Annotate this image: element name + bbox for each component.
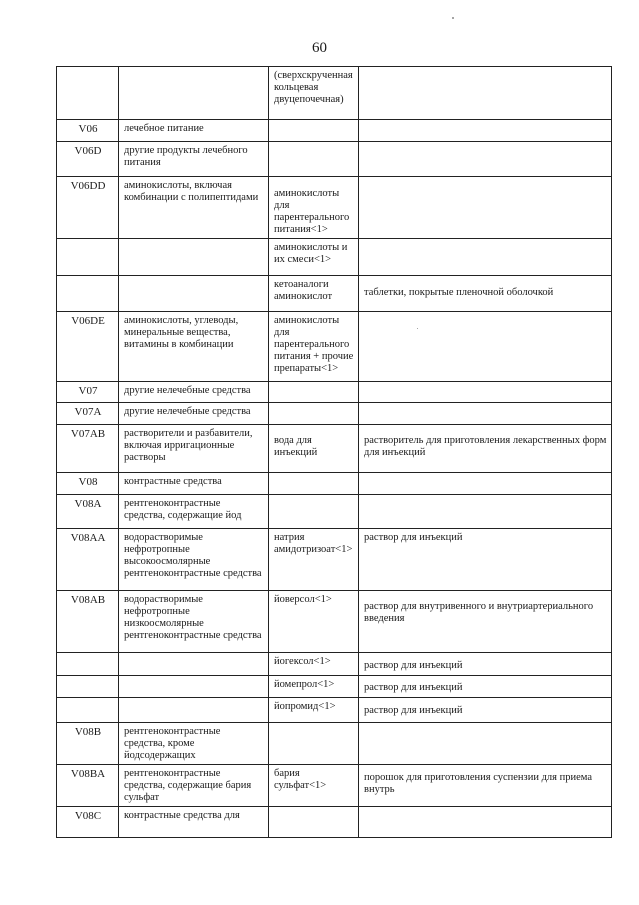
atc-code-cell: V08 — [57, 473, 119, 495]
anatomical-group-cell: растворители и разбавители, включая ирригационные растворы — [119, 425, 269, 473]
table-row — [57, 382, 612, 403]
atc-code-cell: V07A — [57, 403, 119, 425]
drug-name-text: аминокислоты для парентерального питания<1> — [274, 188, 350, 235]
dosage-form-cell — [359, 239, 612, 276]
anatomical-group-cell: аминокислоты, включая комбинации с полипептидами — [119, 177, 269, 239]
dosage-form-text: раствор для внутривенного и внутриартериального введения — [364, 601, 594, 624]
dosage-form-text: раствор для инъекций — [364, 705, 463, 716]
dosage-form-cell: раствор для инъекций — [359, 529, 612, 591]
atc-code-cell — [57, 698, 119, 723]
anatomical-group-cell — [119, 239, 269, 276]
drug-name-cell: аминокислоты для парентерального питания + прочие препараты<1> — [269, 312, 359, 382]
anatomical-group-cell: рентгеноконтрастные средства, содержащие йод — [119, 495, 269, 529]
drug-name-cell — [269, 495, 359, 529]
table-row — [57, 177, 612, 239]
anatomical-group-cell: водорастворимые нефротропные низкоосмолярные рентгеноконтрастные средства — [119, 591, 269, 653]
table-row — [57, 473, 612, 495]
dosage-form-cell — [359, 473, 612, 495]
table-row — [57, 676, 612, 698]
anatomical-group-cell: водорастворимые нефротропные высокоосмолярные рентгеноконтрастные средства — [119, 529, 269, 591]
atc-code-cell: V06DD — [57, 177, 119, 239]
dosage-form-cell — [359, 591, 612, 653]
drug-name-cell: аминокислоты и их смеси<1> — [269, 239, 359, 276]
atc-code-cell: V08B — [57, 723, 119, 765]
table-row — [57, 276, 612, 312]
table-row — [57, 653, 612, 676]
drug-name-cell: (сверхскрученная кольцевая двуцепочечная) — [269, 67, 359, 120]
anatomical-group-cell: другие нелечебные средства — [119, 403, 269, 425]
drug-name-cell: натрия амидотризоат<1> — [269, 529, 359, 591]
anatomical-group-cell: рентгеноконтрастные средства, кроме йодсодержащих — [119, 723, 269, 765]
table-row — [57, 120, 612, 142]
atc-code-cell: V07AB — [57, 425, 119, 473]
drug-name-cell — [269, 403, 359, 425]
dosage-form-text: раствор для инъекций — [364, 660, 463, 671]
drug-name-cell — [269, 177, 359, 239]
drug-name-cell — [269, 723, 359, 765]
atc-code-cell: V06DE — [57, 312, 119, 382]
table-row — [57, 723, 612, 765]
atc-code-cell — [57, 239, 119, 276]
dosage-form-cell — [359, 382, 612, 403]
anatomical-group-cell — [119, 676, 269, 698]
dosage-form-cell — [359, 723, 612, 765]
dosage-form-text: раствор для инъекций — [364, 682, 463, 693]
dosage-form-cell — [359, 698, 612, 723]
anatomical-group-cell — [119, 67, 269, 120]
table-row — [57, 591, 612, 653]
drug-name-cell: кетоаналоги аминокислот — [269, 276, 359, 312]
scan-speck — [452, 17, 454, 19]
table-row — [57, 425, 612, 473]
anatomical-group-cell — [119, 276, 269, 312]
atc-code-cell: V06 — [57, 120, 119, 142]
table-row — [57, 239, 612, 276]
drug-name-cell: йогексол<1> — [269, 653, 359, 676]
dosage-form-cell — [359, 120, 612, 142]
anatomical-group-cell: рентгеноконтрастные средства, содержащие бария сульфат — [119, 765, 269, 807]
anatomical-group-cell — [119, 653, 269, 676]
anatomical-group-cell: другие нелечебные средства — [119, 382, 269, 403]
atc-code-cell: V08AA — [57, 529, 119, 591]
anatomical-group-cell: контрастные средства для — [119, 807, 269, 838]
table-row — [57, 403, 612, 425]
drug-name-cell — [269, 425, 359, 473]
table-row — [57, 698, 612, 723]
dosage-form-cell — [359, 312, 612, 382]
atc-code-cell — [57, 676, 119, 698]
dosage-form-text: растворитель для приготовления лекарственных форм для инъекций — [364, 435, 607, 458]
drug-name-cell: бария сульфат<1> — [269, 765, 359, 807]
dosage-form-cell — [359, 276, 612, 312]
page-number: 60 — [312, 40, 327, 56]
anatomical-group-cell: лечебное питание — [119, 120, 269, 142]
drug-name-cell — [269, 142, 359, 177]
drug-name-cell: йомепрол<1> — [269, 676, 359, 698]
drug-name-cell — [269, 807, 359, 838]
drug-name-cell: йопромид<1> — [269, 698, 359, 723]
anatomical-group-cell: другие продукты лечебного питания — [119, 142, 269, 177]
dosage-form-cell — [359, 765, 612, 807]
drug-name-cell — [269, 382, 359, 403]
atc-code-cell: V08A — [57, 495, 119, 529]
atc-code-cell — [57, 653, 119, 676]
table-row — [57, 312, 612, 382]
drug-name-cell — [269, 120, 359, 142]
table-row — [57, 142, 612, 177]
dosage-form-text: таблетки, покрытые пленочной оболочкой — [364, 287, 554, 298]
dosage-form-text: порошок для приготовления суспензии для приема внутрь — [364, 772, 592, 795]
anatomical-group-cell: контрастные средства — [119, 473, 269, 495]
table-row — [57, 67, 612, 120]
dosage-form-cell — [359, 142, 612, 177]
dosage-form-cell — [359, 177, 612, 239]
atc-code-cell — [57, 67, 119, 120]
anatomical-group-cell: аминокислоты, углеводы, минеральные вещества, витамины в комбинации — [119, 312, 269, 382]
atc-code-cell: V06D — [57, 142, 119, 177]
dosage-form-cell — [359, 653, 612, 676]
dosage-form-cell — [359, 403, 612, 425]
table-row — [57, 807, 612, 838]
atc-code-cell — [57, 276, 119, 312]
drug-list-table — [56, 66, 612, 838]
anatomical-group-cell — [119, 698, 269, 723]
table-row — [57, 765, 612, 807]
dosage-form-cell — [359, 676, 612, 698]
dosage-form-cell — [359, 67, 612, 120]
drug-name-cell: йоверсол<1> — [269, 591, 359, 653]
drug-name-cell — [269, 473, 359, 495]
drug-name-text: вода для инъекций — [274, 435, 318, 458]
atc-code-cell: V07 — [57, 382, 119, 403]
dosage-form-cell — [359, 425, 612, 473]
table-row — [57, 495, 612, 529]
dosage-form-cell — [359, 807, 612, 838]
dosage-form-cell — [359, 495, 612, 529]
atc-code-cell: V08C — [57, 807, 119, 838]
table-row — [57, 529, 612, 591]
atc-code-cell: V08BA — [57, 765, 119, 807]
atc-code-cell: V08AB — [57, 591, 119, 653]
